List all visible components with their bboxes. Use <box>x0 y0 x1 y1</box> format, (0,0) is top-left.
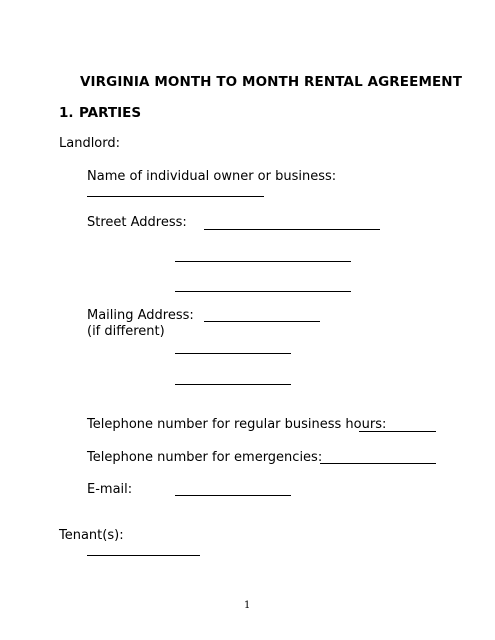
owner-name-field[interactable] <box>87 196 264 197</box>
tenants-field[interactable] <box>87 555 200 556</box>
street-address-label: Street Address: <box>87 215 187 230</box>
phone-regular-label: Telephone number for regular business hours: <box>87 417 387 432</box>
section-title: PARTIES <box>79 105 142 121</box>
mailing-address-field-1[interactable] <box>204 321 320 322</box>
tenants-label: Tenant(s): <box>59 528 124 543</box>
phone-regular-field[interactable] <box>359 431 436 432</box>
section-number: 1. <box>59 105 74 121</box>
mailing-address-field-3[interactable] <box>175 384 291 385</box>
street-address-field-1[interactable] <box>204 229 380 230</box>
email-field[interactable] <box>175 495 291 496</box>
page-number: 1 <box>244 600 251 611</box>
phone-emergency-label: Telephone number for emergencies: <box>87 450 323 465</box>
mailing-address-field-2[interactable] <box>175 353 291 354</box>
email-label: E-mail: <box>87 482 133 497</box>
street-address-field-2[interactable] <box>175 261 351 262</box>
document-title: VIRGINIA MONTH TO MONTH RENTAL AGREEMENT <box>80 74 463 90</box>
owner-name-label: Name of individual owner or business: <box>87 169 337 184</box>
mailing-address-label: Mailing Address: <box>87 308 194 323</box>
landlord-label: Landlord: <box>59 136 121 151</box>
phone-emergency-field[interactable] <box>320 463 436 464</box>
street-address-field-3[interactable] <box>175 291 351 292</box>
mailing-address-note: (if different) <box>87 324 165 339</box>
